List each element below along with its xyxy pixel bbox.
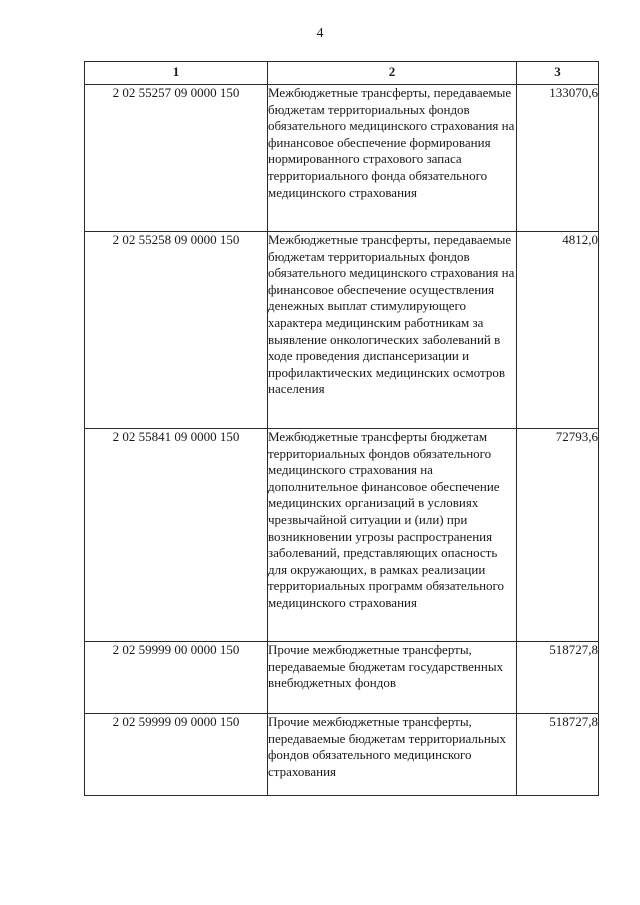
budget-description: Межбюджетные трансферты бюджетам территориальных фондов обязательного медицинского страхования на дополнительное финансовое обеспечение медицинских организаций в условиях чрезвычайной ситуации и (или) при возникновении угрозы распространения заболеваний, представляющих опасность для окружающих, в рамках реализации территориальных программ обязательного медицинского страхования: [268, 429, 517, 642]
column-header-code: 1: [85, 62, 268, 85]
page-number: 4: [316, 26, 324, 41]
table-row: [85, 232, 599, 429]
budget-amount: 72793,6: [517, 429, 599, 642]
budget-code: 2 02 55257 09 0000 150: [85, 85, 268, 232]
table-row: [85, 85, 599, 232]
table-header-row: [85, 62, 599, 85]
budget-description: Прочие межбюджетные трансферты, передаваемые бюджетам государственных внебюджетных фондов: [268, 642, 517, 714]
budget-description: Межбюджетные трансферты, передаваемые бюджетам территориальных фондов обязательного медицинского страхования на финансовое обеспечение осуществления денежных выплат стимулирующего характера медицинским работникам за выявление онкологических заболеваний в ходе проведения диспансеризации и профилактических медицинских осмотров населения: [268, 232, 517, 429]
budget-code: 2 02 59999 00 0000 150: [85, 642, 268, 714]
column-header-amount: 3: [517, 62, 599, 85]
budget-code: 2 02 55841 09 0000 150: [85, 429, 268, 642]
budget-description: Межбюджетные трансферты, передаваемые бюджетам территориальных фондов обязательного медицинского страхования на финансовое обеспечение формирования нормированного страхового запаса территориального фонда обязательного медицинского страхования: [268, 85, 517, 232]
budget-amount: 518727,8: [517, 714, 599, 796]
column-header-description: 2: [268, 62, 517, 85]
table-row: [85, 714, 599, 796]
budget-amount: 518727,8: [517, 642, 599, 714]
table-row: [85, 642, 599, 714]
budget-description: Прочие межбюджетные трансферты, передаваемые бюджетам территориальных фондов обязательного медицинского страхования: [268, 714, 517, 796]
table-row: [85, 429, 599, 642]
budget-code: 2 02 59999 09 0000 150: [85, 714, 268, 796]
budget-amount: 133070,6: [517, 85, 599, 232]
budget-code: 2 02 55258 09 0000 150: [85, 232, 268, 429]
budget-table: [84, 61, 599, 796]
budget-amount: 4812,0: [517, 232, 599, 429]
